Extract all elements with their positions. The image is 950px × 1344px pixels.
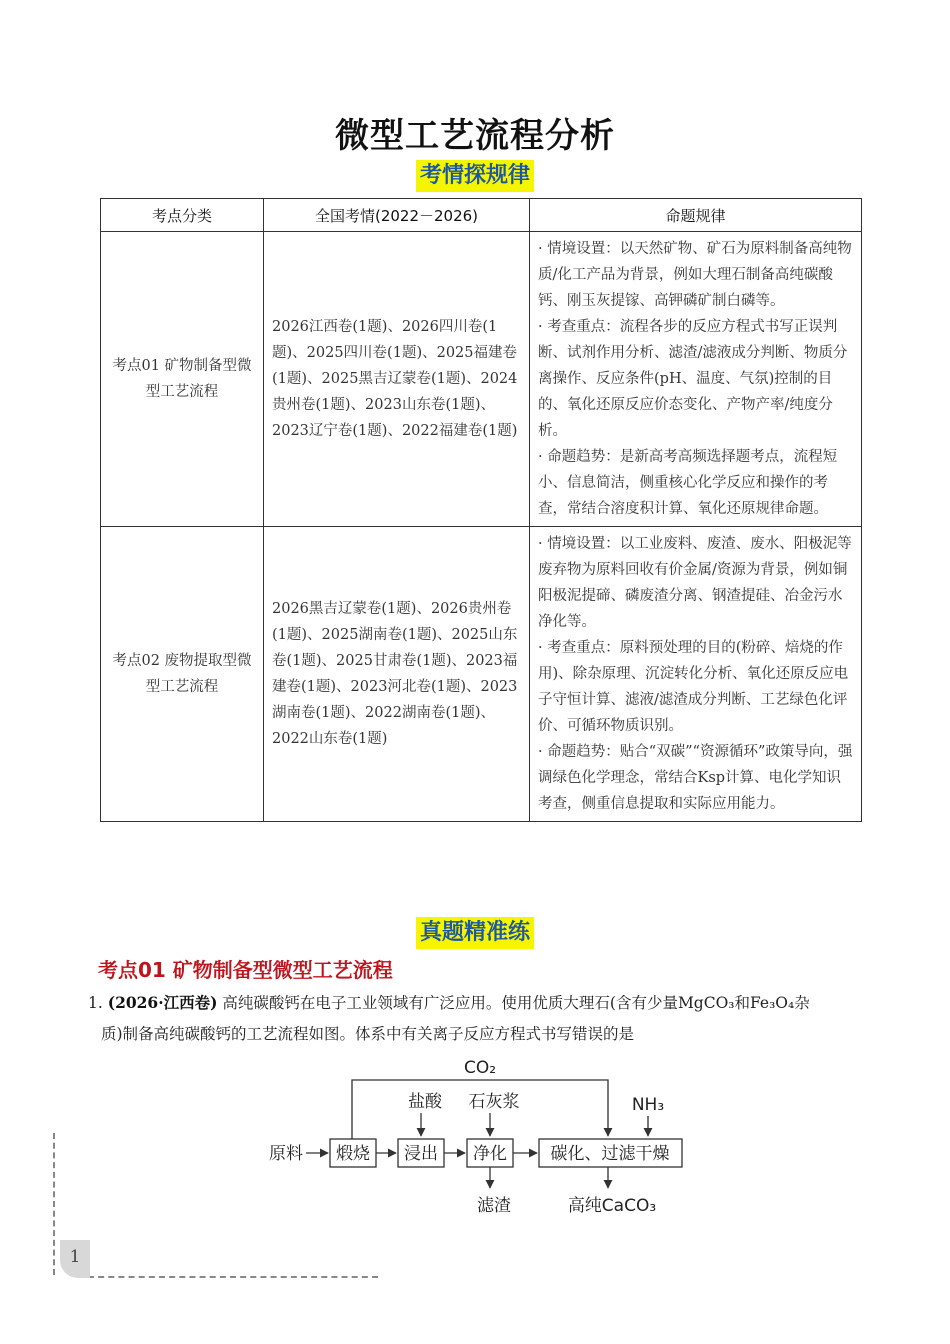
rule-item: · 考查重点：流程各步的反应方程式书写正误判断、试剂作用分析、滤渣/滤液成分判断、物质分离操作、反应条件(pH、温度、气氛)控制的目的、氧化还原反应价态变化、产物产率/纯度分析。 [538,319,848,439]
nh3-label: NH₃ [631,1095,665,1115]
question-source: (2026·江西卷) [107,993,218,1012]
page-border-dash-vertical [53,1133,55,1275]
rule-item: · 情境设置：以天然矿物、矿石为原料制备高纯物质/化工产品为背景，例如大理石制备高纯碳酸钙、刚玉灰提镓、高钾磷矿制白磷等。 [538,241,852,309]
question-line-2: 质)制备高纯碳酸钙的工艺流程如图。体系中有关离子反应方程式书写错误的是 [101,1025,635,1043]
category-cell: 考点01 矿物制备型微型工艺流程 [101,232,264,527]
page-border-dash-horizontal [88,1276,378,1278]
calcination-label: 煅烧 [336,1144,370,1164]
residue-label: 滤渣 [477,1196,511,1216]
rule-item: · 情境设置：以工业废料、废渣、废水、阳极泥等废弃物为原料回收有价金属/资源为背景，例如铜阳极泥提碲、磷废渣分离、钢渣提硅、冶金污水净化等。 [538,536,852,630]
table-header-cell: 全国考情(2022－2026) [264,199,530,232]
purification-label: 净化 [473,1144,507,1164]
page-number: 1 [60,1240,90,1278]
exam-papers-cell: 2026黑吉辽蒙卷(1题)、2026贵州卷(1题)、2025湖南卷(1题)、2025山东卷(1题)、2025甘肃卷(1题)、2023福建卷(1题)、2023河北卷(1题)、2023湖南卷(1题)、2022湖南卷(1题)、2022山东卷(1题) [264,527,530,822]
topic-heading: 考点01 矿物制备型微型工艺流程 [98,958,393,982]
leaching-label: 浸出 [404,1144,438,1164]
exam-papers-cell: 2026江西卷(1题)、2026四川卷(1题)、2025四川卷(1题)、2025福建卷(1题)、2025黑吉辽蒙卷(1题)、2024贵州卷(1题)、2023山东卷(1题)、2023辽宁卷(1题)、2022福建卷(1题) [264,232,530,527]
rule-item: · 命题趋势：贴合“双碳”“资源循环”政策导向，强调绿色化学理念，常结合Ksp计算、电化学知识考查，侧重信息提取和实际应用能力。 [538,744,853,812]
co2-label: CO₂ [463,1058,497,1078]
section-heading-exam-trends-text: 考情探规律 [416,160,534,192]
table-header-cell: 命题规律 [530,199,862,232]
question-text-1: 高纯碳酸钙在电子工业领域有广泛应用。使用优质大理石(含有少量MgCO₃和Fe₃O₄杂 [222,994,810,1012]
category-cell: 考点02 废物提取型微型工艺流程 [101,527,264,822]
section-heading-practice-text: 真题精准练 [416,917,534,949]
rule-item: · 命题趋势：是新高考高频选择题考点，流程短小、信息简洁，侧重核心化学反应和操作的考查，常结合溶度积计算、氧化还原规律命题。 [538,449,838,517]
table-header-cell: 考点分类 [101,199,264,232]
hcl-label: 盐酸 [408,1092,442,1112]
raw-material-label: 原料 [269,1144,303,1164]
page-title: 微型工艺流程分析 [335,116,615,156]
lime-label: 石灰浆 [468,1092,520,1112]
product-label: 高纯CaCO₃ [567,1196,657,1216]
question-number: 1. [88,994,103,1012]
rule-item: · 考查重点：原料预处理的目的(粉碎、焙烧的作用)、除杂原理、沉淀转化分析、氧化还原反应电子守恒计算、滤液/滤渣成分判断、工艺绿色化评价、可循环物质识别。 [538,640,849,734]
carbonation-label: 碳化、过滤干燥 [550,1144,670,1164]
